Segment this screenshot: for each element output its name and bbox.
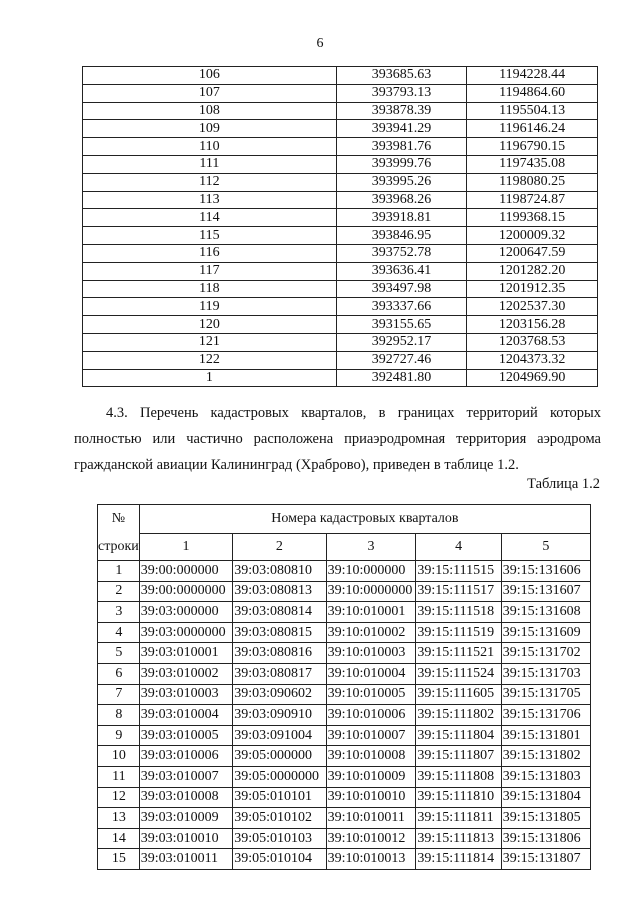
x-coordinate: 393941.29 — [336, 120, 467, 138]
table-row — [98, 643, 591, 664]
cadastral-number: 39:03:010010 — [139, 828, 232, 849]
cadastral-number: 39:15:131804 — [501, 787, 590, 808]
cadastral-number: 39:05:0000000 — [233, 766, 326, 787]
page-number: 6 — [316, 36, 324, 51]
x-coordinate: 393497.98 — [336, 280, 467, 298]
y-coordinate: 1196146.24 — [467, 120, 598, 138]
row-number: 4 — [98, 622, 140, 643]
y-coordinate: 1199368.15 — [467, 209, 598, 227]
table-row — [83, 262, 598, 280]
cadastral-number: 39:15:131705 — [501, 684, 590, 705]
cadastral-number: 39:15:131806 — [501, 828, 590, 849]
cadastral-number: 39:15:131801 — [501, 725, 590, 746]
y-coordinate: 1197435.08 — [467, 155, 598, 173]
y-coordinate: 1194228.44 — [467, 67, 598, 85]
cadastral-number: 39:15:111811 — [416, 808, 501, 829]
row-number: 10 — [98, 746, 140, 767]
cadastral-number: 39:03:010009 — [139, 808, 232, 829]
cadastral-number: 39:15:111517 — [416, 581, 501, 602]
row-number: 15 — [98, 849, 140, 870]
coordinates-table-body — [83, 67, 598, 387]
cadastral-number: 39:10:010007 — [326, 725, 416, 746]
cadastral-number: 39:00:0000000 — [139, 581, 232, 602]
point-number: 117 — [83, 262, 337, 280]
x-coordinate: 393155.65 — [336, 316, 467, 334]
point-number: 122 — [83, 351, 337, 369]
point-number: 119 — [83, 298, 337, 316]
y-coordinate: 1198724.87 — [467, 191, 598, 209]
point-number: 106 — [83, 67, 337, 85]
cadastral-number: 39:03:080813 — [233, 581, 326, 602]
table-row — [83, 173, 598, 191]
row-number: 2 — [98, 581, 140, 602]
cadastral-number: 39:10:000000 — [326, 561, 416, 582]
cadastral-number: 39:05:010101 — [233, 787, 326, 808]
point-number: 115 — [83, 227, 337, 245]
cadastral-number: 39:10:010013 — [326, 849, 416, 870]
y-coordinate: 1194864.60 — [467, 84, 598, 102]
header-title: Номера кадастровых кварталов — [139, 505, 590, 534]
cadastral-number: 39:10:010010 — [326, 787, 416, 808]
cadastral-number: 39:10:010004 — [326, 663, 416, 684]
point-number: 113 — [83, 191, 337, 209]
cadastral-number: 39:15:131706 — [501, 705, 590, 726]
row-number: 12 — [98, 787, 140, 808]
cadastral-number: 39:03:080810 — [233, 561, 326, 582]
table-row — [98, 787, 591, 808]
cadastral-number: 39:03:090602 — [233, 684, 326, 705]
cadastral-number: 39:15:111524 — [416, 663, 501, 684]
table-row — [83, 209, 598, 227]
cadastral-number: 39:10:010001 — [326, 602, 416, 623]
header-number-sign: № — [98, 505, 140, 534]
table-row — [83, 84, 598, 102]
cadastral-number: 39:10:010002 — [326, 622, 416, 643]
cadastral-number: 39:15:111518 — [416, 602, 501, 623]
cadastral-number: 39:03:010008 — [139, 787, 232, 808]
row-number: 8 — [98, 705, 140, 726]
cadastral-number: 39:10:0000000 — [326, 581, 416, 602]
cadastral-number: 39:05:010103 — [233, 828, 326, 849]
point-number: 112 — [83, 173, 337, 191]
cadastral-number: 39:03:010006 — [139, 746, 232, 767]
table-row — [83, 67, 598, 85]
point-number: 116 — [83, 244, 337, 262]
row-number: 9 — [98, 725, 140, 746]
x-coordinate: 393918.81 — [336, 209, 467, 227]
cadastral-number: 39:15:111804 — [416, 725, 501, 746]
cadastral-number: 39:15:111605 — [416, 684, 501, 705]
cadastral-number: 39:15:111813 — [416, 828, 501, 849]
y-coordinate: 1201282.20 — [467, 262, 598, 280]
cadastral-number: 39:10:010008 — [326, 746, 416, 767]
coordinates-table — [82, 66, 598, 387]
cadastral-number: 39:15:111521 — [416, 643, 501, 664]
table-row — [83, 227, 598, 245]
row-number: 13 — [98, 808, 140, 829]
point-number: 109 — [83, 120, 337, 138]
paragraph-line-2: полностью или частично расположена приаэродромная территория аэродрома — [74, 431, 601, 447]
table-row — [83, 316, 598, 334]
y-coordinate: 1203768.53 — [467, 333, 598, 351]
x-coordinate: 393968.26 — [336, 191, 467, 209]
table-row — [98, 746, 591, 767]
table-row — [98, 705, 591, 726]
column-number: 3 — [326, 534, 416, 561]
y-coordinate: 1204969.90 — [467, 369, 598, 387]
table-row — [83, 280, 598, 298]
cadastral-number: 39:15:111814 — [416, 849, 501, 870]
cadastral-number: 39:15:131703 — [501, 663, 590, 684]
cadastral-number: 39:10:010006 — [326, 705, 416, 726]
table-row — [98, 828, 591, 849]
column-number: 4 — [416, 534, 501, 561]
cadastral-number: 39:03:090910 — [233, 705, 326, 726]
row-number: 5 — [98, 643, 140, 664]
cadastral-number: 39:15:111519 — [416, 622, 501, 643]
row-number: 6 — [98, 663, 140, 684]
cadastral-number: 39:03:010005 — [139, 725, 232, 746]
cadastral-number: 39:03:010007 — [139, 766, 232, 787]
cadastral-number: 39:03:000000 — [139, 602, 232, 623]
y-coordinate: 1195504.13 — [467, 102, 598, 120]
y-coordinate: 1204373.32 — [467, 351, 598, 369]
point-number: 121 — [83, 333, 337, 351]
table-row — [98, 581, 591, 602]
x-coordinate: 393685.63 — [336, 67, 467, 85]
y-coordinate: 1203156.28 — [467, 316, 598, 334]
table-row — [83, 102, 598, 120]
cadastral-number: 39:15:111808 — [416, 766, 501, 787]
x-coordinate: 393878.39 — [336, 102, 467, 120]
x-coordinate: 393636.41 — [336, 262, 467, 280]
cadastral-number: 39:05:010104 — [233, 849, 326, 870]
table-row — [83, 351, 598, 369]
cadastral-number: 39:05:010102 — [233, 808, 326, 829]
x-coordinate: 392727.46 — [336, 351, 467, 369]
table-caption: Таблица 1.2 — [527, 476, 600, 492]
cadastral-number: 39:15:111515 — [416, 561, 501, 582]
column-number: 2 — [233, 534, 326, 561]
y-coordinate: 1196790.15 — [467, 138, 598, 156]
column-number: 1 — [139, 534, 232, 561]
x-coordinate: 393337.66 — [336, 298, 467, 316]
table-row — [98, 725, 591, 746]
y-coordinate: 1202537.30 — [467, 298, 598, 316]
cadastral-table-body — [98, 561, 591, 870]
point-number: 107 — [83, 84, 337, 102]
x-coordinate: 393999.76 — [336, 155, 467, 173]
column-number: 5 — [501, 534, 590, 561]
point-number: 110 — [83, 138, 337, 156]
cadastral-number: 39:15:111802 — [416, 705, 501, 726]
cadastral-number: 39:10:010011 — [326, 808, 416, 829]
y-coordinate: 1200009.32 — [467, 227, 598, 245]
paragraph-line-1: 4.3. Перечень кадастровых кварталов, в границах территорий которых — [106, 405, 601, 421]
y-coordinate: 1200647.59 — [467, 244, 598, 262]
cadastral-number: 39:03:0000000 — [139, 622, 232, 643]
table-row — [98, 602, 591, 623]
cadastral-number: 39:15:131702 — [501, 643, 590, 664]
cadastral-number: 39:15:131805 — [501, 808, 590, 829]
cadastral-number: 39:03:010004 — [139, 705, 232, 726]
cadastral-number: 39:10:010003 — [326, 643, 416, 664]
cadastral-number: 39:03:080816 — [233, 643, 326, 664]
cadastral-number: 39:15:131803 — [501, 766, 590, 787]
y-coordinate: 1201912.35 — [467, 280, 598, 298]
cadastral-number: 39:15:131609 — [501, 622, 590, 643]
row-number: 7 — [98, 684, 140, 705]
row-number: 14 — [98, 828, 140, 849]
x-coordinate: 393793.13 — [336, 84, 467, 102]
cadastral-number: 39:15:131606 — [501, 561, 590, 582]
header-row-label: строки — [98, 534, 140, 561]
table-row — [98, 766, 591, 787]
x-coordinate: 393981.76 — [336, 138, 467, 156]
cadastral-number: 39:03:010002 — [139, 663, 232, 684]
table-row — [83, 298, 598, 316]
table-row — [83, 191, 598, 209]
point-number: 1 — [83, 369, 337, 387]
table-row — [98, 663, 591, 684]
point-number: 114 — [83, 209, 337, 227]
cadastral-number: 39:15:111810 — [416, 787, 501, 808]
point-number: 111 — [83, 155, 337, 173]
table-row — [98, 849, 591, 870]
cadastral-number: 39:15:131802 — [501, 746, 590, 767]
table-row — [98, 561, 591, 582]
point-number: 120 — [83, 316, 337, 334]
x-coordinate: 392952.17 — [336, 333, 467, 351]
x-coordinate: 393752.78 — [336, 244, 467, 262]
cadastral-number: 39:03:091004 — [233, 725, 326, 746]
point-number: 118 — [83, 280, 337, 298]
table-row — [83, 155, 598, 173]
table-row — [98, 622, 591, 643]
table-row — [83, 138, 598, 156]
row-number: 3 — [98, 602, 140, 623]
cadastral-number: 39:03:080815 — [233, 622, 326, 643]
cadastral-number: 39:03:080814 — [233, 602, 326, 623]
table-row — [98, 808, 591, 829]
table-row — [98, 684, 591, 705]
table-row — [83, 244, 598, 262]
x-coordinate: 392481.80 — [336, 369, 467, 387]
y-coordinate: 1198080.25 — [467, 173, 598, 191]
cadastral-number: 39:03:010011 — [139, 849, 232, 870]
paragraph-line-3: гражданской авиации Калининград (Храброво), приведен в таблице 1.2. — [74, 457, 519, 473]
point-number: 108 — [83, 102, 337, 120]
cadastral-number: 39:03:010003 — [139, 684, 232, 705]
table-row — [83, 120, 598, 138]
table-row — [83, 369, 598, 387]
cadastral-number: 39:10:010005 — [326, 684, 416, 705]
cadastral-number: 39:05:000000 — [233, 746, 326, 767]
cadastral-number: 39:03:010001 — [139, 643, 232, 664]
cadastral-quarters-table — [97, 504, 591, 870]
cadastral-number: 39:15:131608 — [501, 602, 590, 623]
x-coordinate: 393846.95 — [336, 227, 467, 245]
row-number: 1 — [98, 561, 140, 582]
cadastral-number: 39:00:000000 — [139, 561, 232, 582]
cadastral-number: 39:15:131607 — [501, 581, 590, 602]
cadastral-number: 39:15:131807 — [501, 849, 590, 870]
cadastral-number: 39:10:010009 — [326, 766, 416, 787]
cadastral-number: 39:03:080817 — [233, 663, 326, 684]
row-number: 11 — [98, 766, 140, 787]
cadastral-number: 39:15:111807 — [416, 746, 501, 767]
table-row — [83, 333, 598, 351]
cadastral-number: 39:10:010012 — [326, 828, 416, 849]
x-coordinate: 393995.26 — [336, 173, 467, 191]
